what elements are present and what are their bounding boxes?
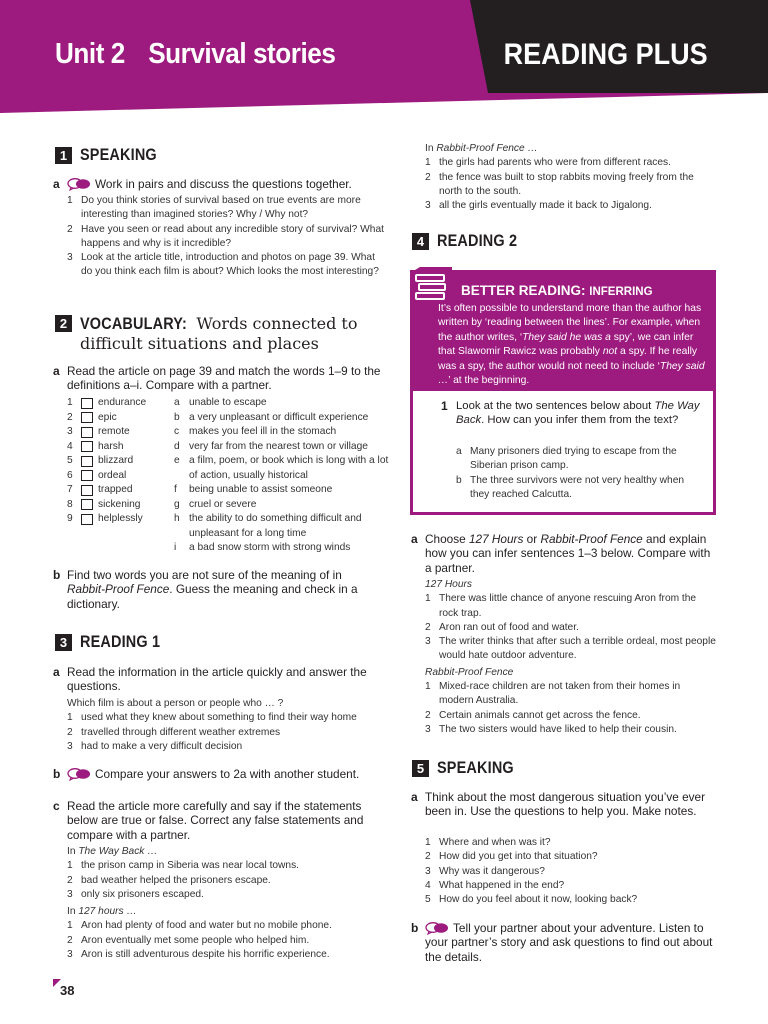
vocab-word: 7 trapped bbox=[67, 484, 133, 495]
answer-box[interactable] bbox=[81, 456, 93, 467]
list-item: 3 had to make a very difficult decision bbox=[67, 740, 243, 752]
section-subtitle-line2: difficult situations and places bbox=[80, 334, 319, 353]
task-label: b bbox=[411, 921, 419, 935]
section-subtitle: Words connected to bbox=[196, 314, 358, 333]
list-caption: In 127 hours … bbox=[67, 906, 137, 918]
vocab-word-list bbox=[67, 396, 146, 527]
vocab-definition: h the ability to do something difficult and unpleasant for a long time bbox=[174, 513, 362, 539]
answer-box[interactable] bbox=[81, 427, 93, 438]
list-item: 3 only six prisoners escaped. bbox=[67, 888, 204, 900]
list-item: 2 How did you get into that situation? bbox=[425, 851, 598, 863]
task-instruction: Think about the most dangerous situation you’ve ever been in. Use the questions to help you. Make notes. bbox=[425, 790, 706, 819]
unit-title bbox=[55, 38, 335, 71]
vocab-word: 9 helplessly bbox=[67, 513, 143, 524]
list-caption: Rabbit-Proof Fence bbox=[425, 666, 514, 678]
task-label: b bbox=[53, 767, 61, 781]
list-item: 1 the girls had parents who were from different races. bbox=[425, 157, 671, 169]
task-text: Tell your partner about your adventure. Listen to your partner’s story and ask questions to find out about the details. bbox=[425, 921, 713, 964]
vocab-word: 5 blizzard bbox=[67, 455, 134, 466]
task-label: a bbox=[53, 177, 60, 191]
task-instruction: Read the information in the article quickly and answer the questions. bbox=[67, 665, 367, 694]
list-item: 1 Where and when was it? bbox=[425, 837, 551, 848]
list-item: 2 Aron ran out of food and water. bbox=[425, 621, 579, 633]
vocab-definition: g cruel or severe bbox=[174, 498, 257, 510]
list-item: 3 Look at the article title, introduction and photos on page 39. What do you think each film is about? Which looks the most interesting? bbox=[67, 252, 379, 278]
section-title: SPEAKING bbox=[80, 145, 157, 164]
task-label: a bbox=[411, 532, 418, 546]
section-2-heading bbox=[55, 314, 357, 354]
answer-box[interactable] bbox=[81, 441, 93, 452]
better-reading-title: BETTER READING: INFERRING bbox=[461, 283, 653, 298]
task-instruction bbox=[425, 921, 715, 964]
vocab-definition: i a bad snow storm with strong winds bbox=[174, 542, 351, 553]
task-instruction: Read the article more carefully and say if the statements below are true or false. Correct any false statements and compare with a partner. bbox=[67, 799, 364, 842]
vocab-word: 6 ordeal bbox=[67, 469, 127, 481]
vocab-word: 8 sickening bbox=[67, 498, 141, 510]
unit-number: Unit 2 bbox=[55, 38, 125, 70]
s3c-statement-list bbox=[67, 845, 385, 962]
vocab-definition-list bbox=[174, 396, 394, 556]
task-text: Work in pairs and discuss the questions together. bbox=[95, 177, 352, 191]
vocab-definition: c makes you feel ill in the stomach bbox=[174, 426, 337, 437]
section-3-heading bbox=[55, 632, 174, 652]
list-item: 2 Aron eventually met some people who helped him. bbox=[67, 934, 310, 946]
better-reading-box: BETTER READING: INFERRING It’s often possible to understand more than the author has written by ‘reading between the lines’. For example, when the author writes, ‘They said he was a spy’, we can infer that Slawomir Rawicz was probably not a spy. If he really was a spy, the author would not need to include ‘They said …’ at the beginning. 1 Look at the two sentences below about The Way Back. How can you infer them from the text? a Many prisoners died trying to escape from the Siberian prison camp. b The three survivors were not very healthy when they reached Calcutta. bbox=[410, 270, 716, 515]
list-item: 1 Aron had plenty of food and water but no mobile phone. bbox=[67, 920, 332, 932]
vocab-definition: a unable to escape bbox=[174, 397, 267, 408]
section-title-group bbox=[80, 314, 357, 354]
page-number: 38 bbox=[60, 983, 75, 998]
task-instruction: Choose 127 Hours or Rabbit-Proof Fence and explain how you can infer sentences 1–3 below. Compare with a partner. bbox=[425, 532, 711, 575]
list-item: 2 Have you seen or read about any incredible story of survival? What happens and why is it incredible? bbox=[67, 223, 384, 249]
better-reading-items bbox=[456, 445, 706, 502]
list-item: 4 What happened in the end? bbox=[425, 879, 565, 891]
list-item: 1 used what they knew about something to find their way home bbox=[67, 712, 357, 724]
better-reading-text: It’s often possible to understand more than the author has written by ‘reading between the lines’. For example, when the author writes, ‘They said he was a spy’, we can infer that Slawomir Rawicz was probably not a spy. If he really was a spy, the author would not need to include ‘They said …’ at the beginning. bbox=[438, 303, 705, 387]
list-item: 1 the prison camp in Siberia was near local towns. bbox=[67, 860, 300, 872]
list-item: 1 Mixed-race children are not taken from their homes in modern Australia. bbox=[425, 681, 681, 707]
unit-name: Survival stories bbox=[148, 38, 336, 70]
list-item: b The three survivors were not very healthy when they reached Calcutta. bbox=[456, 474, 685, 500]
list-item: 3 Aron is still adventurous despite his horrific experience. bbox=[67, 949, 330, 961]
section-1-heading bbox=[55, 145, 170, 165]
s5-question-list bbox=[425, 836, 717, 907]
section-title: VOCABULARY: bbox=[80, 314, 188, 333]
vocab-word: 4 harsh bbox=[67, 440, 124, 452]
speech-bubble-icon bbox=[67, 768, 91, 781]
list-caption: 127 Hours bbox=[425, 579, 473, 590]
answer-box[interactable] bbox=[81, 499, 93, 510]
section-number: 3 bbox=[55, 634, 72, 651]
task-instruction bbox=[67, 177, 387, 191]
list-item: 1 There was little chance of anyone rescuing Aron from the rock trap. bbox=[425, 593, 697, 619]
task-label: a bbox=[411, 790, 418, 804]
list-item: 2 bad weather helped the prisoners escape. bbox=[67, 874, 271, 886]
answer-box[interactable] bbox=[81, 412, 93, 423]
list-caption: Which film is about a person or people who … ? bbox=[67, 698, 284, 709]
task-label: b bbox=[53, 568, 61, 582]
s3a-question-list bbox=[67, 697, 385, 754]
section-5-heading bbox=[412, 758, 527, 778]
book-stack-icon bbox=[410, 267, 452, 307]
answer-box[interactable] bbox=[81, 398, 93, 409]
list-item: 3 Why was it dangerous? bbox=[425, 865, 545, 877]
task-label: c bbox=[53, 799, 60, 813]
s1-question-list bbox=[67, 194, 385, 280]
list-item: 2 travelled through different weather extremes bbox=[67, 726, 281, 738]
answer-box[interactable] bbox=[81, 485, 93, 496]
task-instruction bbox=[67, 767, 387, 781]
header-wedge bbox=[0, 93, 768, 113]
task-text: Compare your answers to 2a with another student. bbox=[95, 767, 360, 781]
list-item: 3 The writer thinks that after such a terrible ordeal, most people would hate outdoor adventure. bbox=[425, 636, 716, 662]
section-4-heading bbox=[412, 231, 531, 251]
s3c-statement-list-continued bbox=[425, 142, 715, 213]
list-item: 2 Certain animals cannot get across the fence. bbox=[425, 709, 641, 721]
vocab-definition: e a film, poem, or book which is long with a lot of action, usually historical bbox=[174, 455, 389, 481]
speech-bubble-icon bbox=[425, 922, 449, 935]
list-item: 3 all the girls eventually made it back to Jigalong. bbox=[425, 200, 652, 212]
vocab-word: 3 remote bbox=[67, 426, 130, 437]
answer-box[interactable] bbox=[81, 514, 93, 525]
list-item: 5 How do you feel about it now, looking back? bbox=[425, 894, 638, 906]
section-label: READING PLUS bbox=[503, 38, 708, 71]
vocab-definition: b a very unpleasant or difficult experience bbox=[174, 411, 369, 423]
speech-bubble-icon bbox=[67, 178, 91, 191]
list-caption: In The Way Back … bbox=[67, 846, 158, 857]
vocab-definition: f being unable to assist someone bbox=[174, 484, 333, 495]
list-item: 1 Do you think stories of survival based on true events are more interesting than imagined stories? Why / Why not? bbox=[67, 195, 361, 221]
section-title: READING 1 bbox=[80, 632, 161, 651]
section-title: SPEAKING bbox=[437, 758, 514, 777]
vocab-word: 1 endurance bbox=[67, 397, 147, 408]
task-label: a bbox=[53, 665, 60, 679]
section-number: 1 bbox=[55, 147, 72, 164]
answer-box[interactable] bbox=[81, 470, 93, 481]
vocab-definition: d very far from the nearest town or village bbox=[174, 440, 368, 452]
section-number: 4 bbox=[412, 233, 429, 250]
list-item: 2 the fence was built to stop rabbits moving freely from the north to the south. bbox=[425, 171, 694, 197]
s4a-statement-list bbox=[425, 578, 717, 737]
list-item: a Many prisoners died trying to escape from the Siberian prison camp. bbox=[456, 446, 677, 472]
section-number: 5 bbox=[412, 760, 429, 777]
task-instruction: Read the article on page 39 and match the words 1–9 to the definitions a–i. Compare with a partner. bbox=[67, 364, 381, 393]
section-number: 2 bbox=[55, 315, 72, 332]
task-label: a bbox=[53, 364, 60, 378]
list-item: 3 The two sisters would have liked to help their cousin. bbox=[425, 723, 677, 735]
list-caption: In Rabbit-Proof Fence … bbox=[425, 143, 538, 154]
vocab-word: 2 epic bbox=[67, 411, 117, 423]
task-instruction: Find two words you are not sure of the meaning of in Rabbit-Proof Fence. Guess the meaning and check in a dictionary. bbox=[67, 568, 358, 611]
section-title: READING 2 bbox=[437, 231, 518, 250]
